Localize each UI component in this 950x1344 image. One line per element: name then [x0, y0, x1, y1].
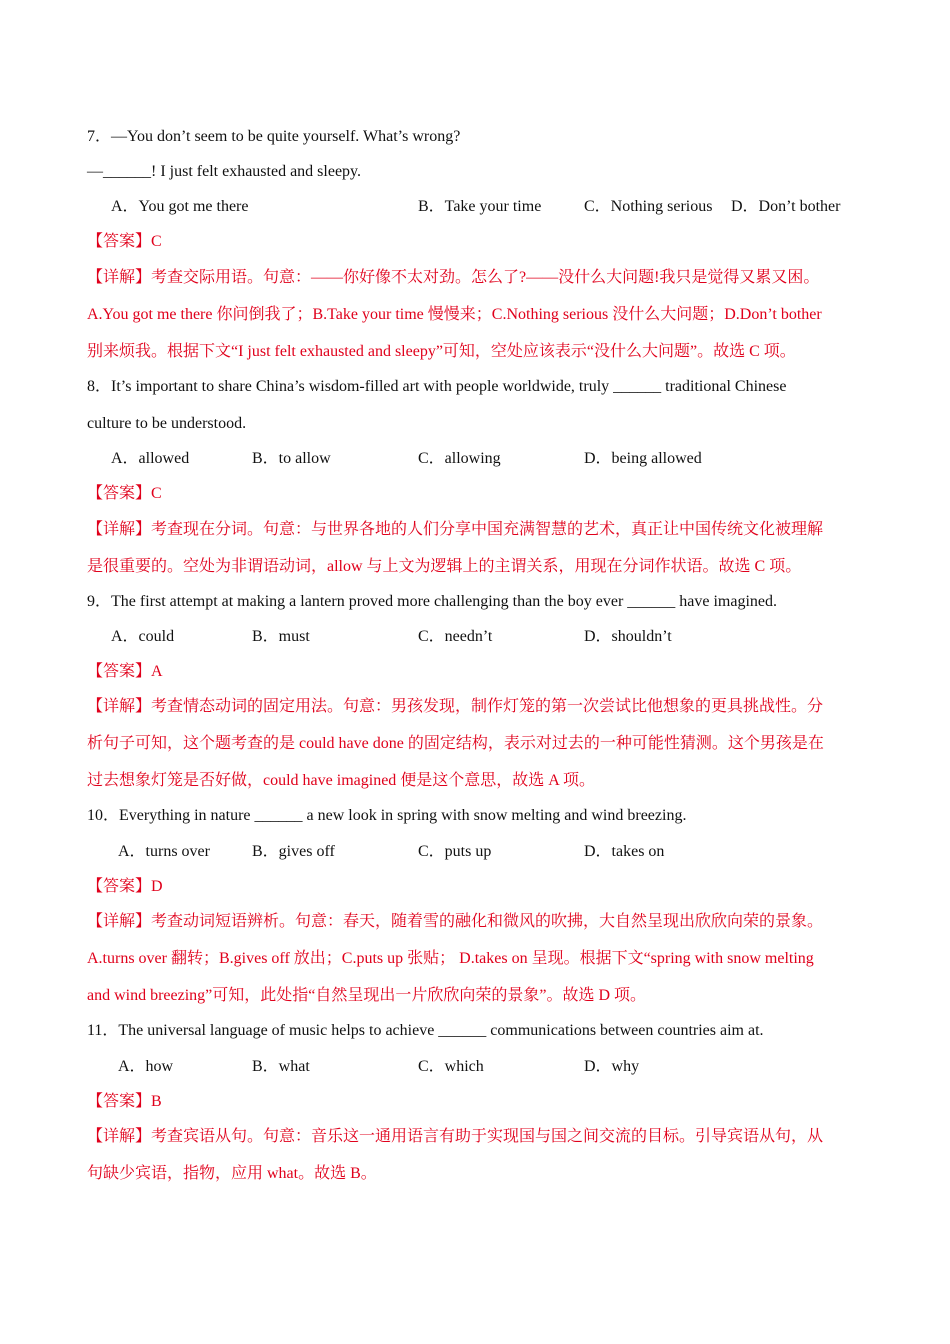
- question-7-explanation-line-1: 【详解】考查交际用语。句意：——你好像不太对劲。怎么了?——没什么大问题!我只是觉得又累又困。: [87, 269, 820, 286]
- question-10-option-b: B．gives off: [252, 843, 335, 860]
- question-11-option-a: A．how: [118, 1058, 174, 1075]
- question-9-stem: 9．The first attempt at making a lantern proved more challenging than the boy ever ______ have imagined.: [87, 593, 778, 610]
- question-11-stem: 11．The universal language of music helps to achieve ______ communications between countries aim at.: [87, 1022, 764, 1039]
- question-8-stem-line-1: 8．It’s important to share China’s wisdom-filled art with people worldwide, truly ______ traditional Chinese: [87, 378, 787, 395]
- question-8-answer: 【答案】C: [87, 485, 162, 502]
- question-9-option-b: B．must: [252, 628, 310, 645]
- question-11-option-c: C．which: [418, 1058, 484, 1075]
- question-10-option-d: D．takes on: [584, 843, 665, 860]
- question-11-option-b: B．what: [252, 1058, 310, 1075]
- question-11-explanation-line-2: 句缺少宾语，指物，应用 what。故选 B。: [87, 1165, 377, 1182]
- question-8-explanation-line-2: 是很重要的。空处为非谓语动词，allow 与上文为逻辑上的主谓关系，用现在分词作状语。故选 C 项。: [87, 558, 802, 575]
- question-7-stem-line-2: —______! I just felt exhausted and sleepy.: [87, 163, 362, 180]
- question-8-explanation-line-1: 【详解】考查现在分词。句意：与世界各地的人们分享中国充满智慧的艺术，真正让中国传统文化被理解: [87, 521, 824, 538]
- question-9-option-a: A．could: [111, 628, 175, 645]
- question-11-explanation-line-1: 【详解】考查宾语从句。句意：音乐这一通用语言有助于实现国与国之间交流的目标。引导宾语从句，从: [87, 1128, 824, 1145]
- question-9-explanation-line-1: 【详解】考查情态动词的固定用法。句意：男孩发现，制作灯笼的第一次尝试比他想象的更具挑战性。分: [87, 698, 824, 715]
- question-11-option-d: D．why: [584, 1058, 640, 1075]
- question-7-explanation-line-3: 别来烦我。根据下文“I just felt exhausted and sleepy”可知，空处应该表示“没什么大问题”。故选 C 项。: [87, 343, 796, 360]
- question-7-option-b: B．Take your time: [418, 198, 542, 215]
- question-8-stem-line-2: culture to be understood.: [87, 415, 247, 432]
- question-8-option-d: D．being allowed: [584, 450, 702, 467]
- question-9-option-c: C．needn’t: [418, 628, 493, 645]
- question-7-option-d: D．Don’t bother: [731, 198, 841, 215]
- question-7-option-c: C．Nothing serious: [584, 198, 713, 215]
- question-7-explanation-line-2: A.You got me there 你问倒我了；B.Take your time 慢慢来；C.Nothing serious 没什么大问题；D.Don’t bother: [87, 306, 822, 323]
- question-9-explanation-line-3: 过去想象灯笼是否好做，could have imagined 便是这个意思，故选 A 项。: [87, 772, 595, 789]
- question-8-option-a: A．allowed: [111, 450, 190, 467]
- question-7-option-a: A．You got me there: [111, 198, 249, 215]
- question-9-option-d: D．shouldn’t: [584, 628, 672, 645]
- question-10-explanation-line-1: 【详解】考查动词短语辨析。句意：春天，随着雪的融化和微风的吹拂，大自然呈现出欣欣向荣的景象。: [87, 913, 824, 930]
- question-10-option-a: A．turns over: [118, 843, 210, 860]
- question-9-explanation-line-2: 析句子可知，这个题考查的是 could have done 的固定结构，表示对过去的一种可能性猜测。这个男孩是在: [87, 735, 824, 752]
- question-7-stem-line-1: 7．—You don’t seem to be quite yourself. What’s wrong?: [87, 128, 461, 145]
- question-11-answer: 【答案】B: [87, 1093, 162, 1110]
- question-10-option-c: C．puts up: [418, 843, 492, 860]
- question-10-stem: 10．Everything in nature ______ a new look in spring with snow melting and wind breezing.: [87, 807, 687, 824]
- question-8-option-b: B．to allow: [252, 450, 331, 467]
- question-9-answer: 【答案】A: [87, 663, 163, 680]
- question-10-explanation-line-2: A.turns over 翻转；B.gives off 放出；C.puts up 张贴； D.takes on 呈现。根据下文“spring with snow melting: [87, 950, 814, 967]
- question-7-answer: 【答案】C: [87, 233, 162, 250]
- question-10-answer: 【答案】D: [87, 878, 163, 895]
- question-8-option-c: C．allowing: [418, 450, 501, 467]
- question-10-explanation-line-3: and wind breezing”可知，此处指“自然呈现出一片欣欣向荣的景象”。故选 D 项。: [87, 987, 647, 1004]
